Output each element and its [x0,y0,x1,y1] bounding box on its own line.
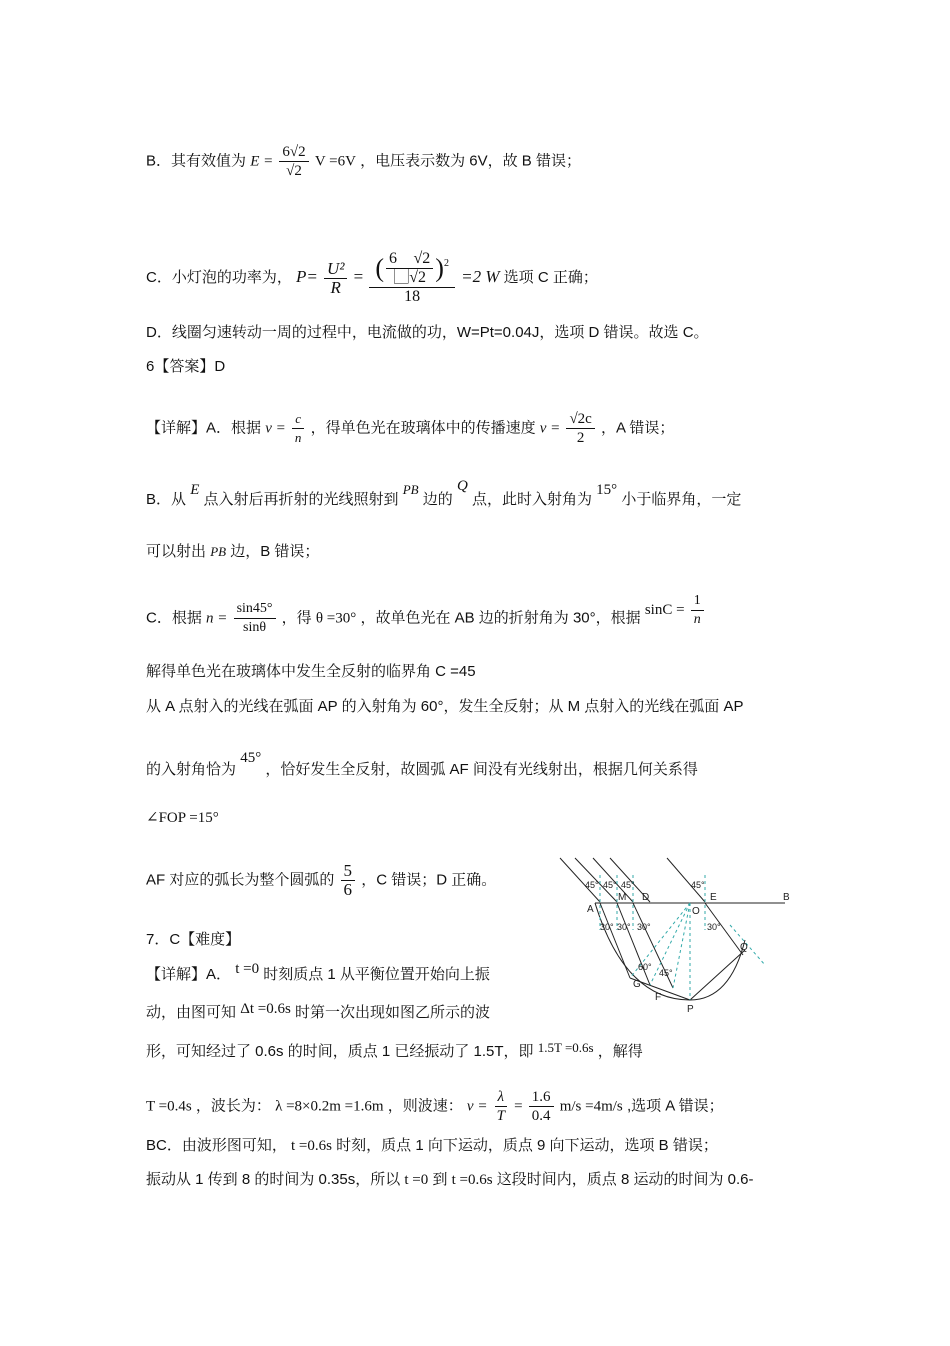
formula-result: =2 W [461,266,500,286]
q7-detail-a-line2 [146,1003,490,1023]
numerator: sin45° [234,600,276,619]
text: B．从 [146,491,187,508]
angle-label: 45° [691,880,705,890]
inner-den: ⃞√2 [393,269,427,286]
text: 时第一次出现如图乙所示的波 [294,1004,490,1021]
denominator: √2 [286,163,302,179]
angle-label: 30° [617,922,631,932]
label-m: M [618,892,627,903]
text: 点入射后再折射的光线照射到 [203,491,399,508]
text: ，恰好发生全反射，故圆弧 AF 间没有光线射出，根据几何关系得 [265,761,698,778]
formula-sinc: sinC = [644,602,685,619]
text: C．根据 [146,609,202,627]
label-q: Q [456,478,468,494]
denominator: 18 [404,288,421,305]
angle-label: 45° [659,968,673,978]
text: 【详解】A． [146,966,232,983]
fraction-5-6 [341,862,356,899]
q6-answer: 6【答案】D [146,358,226,375]
q5-option-b [146,143,581,180]
angle-label: 30° [707,922,721,932]
fraction-sqrt2c [566,410,594,447]
q6-detail-b-line2 [146,542,319,562]
denominator: 6 [343,880,353,899]
text: C．小灯泡的功率为， [146,268,292,286]
text: 时刻，质点 1 向下运动，质点 9 向下运动，选项 B 错误； [336,1137,718,1154]
formula-v: v = [265,420,286,437]
q7-detail-a [146,961,490,985]
numerator: 1.6 [529,1088,554,1107]
label-a: A [587,904,594,915]
label-e: E [710,892,717,903]
label-p: P [687,1004,694,1015]
formula-15t: 1.5T =0.6s [537,1040,594,1055]
formula-t: T =0.4s [146,1098,192,1115]
label-b: B [783,892,790,903]
formula-v2: v = [539,420,561,437]
denominator: R [330,277,341,297]
formula-v: v = [466,1098,488,1115]
text: ，A 错误； [601,419,675,437]
text: 可以射出 [146,543,207,560]
text: 边的 [422,491,453,508]
q5-option-d: D．线圈匀速转动一周的过程中，电流做的功，W=Pt=0.04J，选项 D 错误。故选 C。 [146,324,709,341]
numerator: λ [495,1088,508,1107]
q6-detail-d [146,862,496,899]
optics-diagram [555,850,805,1015]
label-o: O [692,906,700,917]
equals: = [514,1098,523,1115]
text: 点，此时入射角为 [471,491,592,508]
numerator: c [292,410,304,429]
numerator: 1 [691,592,704,611]
fraction-u2-r [324,260,347,297]
numerator: 6√2 [279,143,308,162]
label-d: D [642,892,650,903]
fraction-c-n [292,410,305,447]
text: ，电压表示数为 6V，故 B 错误； [360,152,581,170]
text: BC．由波形图可知， [146,1137,287,1154]
text: 【详解】A．根据 [146,419,262,437]
denominator: 2 [576,430,585,446]
denominator: n [294,430,302,445]
text: 这段时间内，质点 8 运动的时间为 0.6- [496,1171,754,1188]
text: 振动从 1 传到 8 的时间为 0.35s，所以 [146,1171,401,1188]
label-g: G [633,979,641,990]
inner-num: 6 ⃞√2 [386,250,433,269]
formula-result: V =6V [314,153,356,170]
q7-detail-a-line4 [146,1088,724,1125]
q6-detail-c-line5: ∠FOP =15° [146,810,219,826]
q7-heading: 7．C【难度】 [146,931,241,948]
formula-t0: t =0 [404,1172,429,1188]
text: ，得 [281,609,312,627]
fraction-sin [234,600,276,637]
q6-detail-c [146,593,706,637]
text: ，则波速： [387,1097,463,1115]
q6-detail-a [146,410,674,447]
label-q: Q [740,942,748,953]
angle-label: 60° [638,962,652,972]
formula-result: m/s =4m/s [559,1098,623,1115]
q6-detail-c-line3: 从 A 点射入的光线在弧面 AP 的入射角为 60°，发生全反射；从 M 点射入的光线在弧面 AP [146,698,744,715]
denominator: 0.4 [531,1108,551,1124]
formula-n: n = [206,610,228,627]
fraction-1-n [691,592,704,629]
formula-t0: t =0 [235,961,260,977]
fraction-big [369,250,455,306]
angle-label: 45° [585,880,599,890]
angle-label: 45° [603,880,617,890]
label-pb: PB [402,482,419,497]
fraction-16-04 [529,1088,554,1125]
angle-45: 45° [240,750,262,766]
label-pb: PB [210,544,227,559]
formula-lambda: λ =8×0.2m =1.6m [275,1098,384,1115]
denominator: n [693,612,701,627]
denominator: sinθ [243,620,267,635]
text: ，C 错误；D 正确。 [361,871,497,889]
q7-detail-bc [146,1136,718,1156]
formula-p: P= [296,266,318,286]
q5-option-c: C．小灯泡的功率为， P= $\frac{\text{U²}}{R}$ = ( $\frac{6 ⃞√2}{⃞√2}$ )$^2$ 18 =2 W 选项 C 正确； [146,250,598,305]
angle-label: 30° [637,922,651,932]
text: ，故单色光在 AB 边的折射角为 30°，根据 [360,609,641,627]
formula-dt: Δt =0.6s [240,1001,291,1017]
angle-15: 15° [596,482,618,498]
angle-label: 30° [600,922,614,932]
denominator: T [496,1108,505,1124]
formula-theta: θ =30° [315,610,357,627]
angle-label: 45° [621,880,635,890]
formula-t: t =0.6s [451,1172,493,1188]
q7-detail-last [146,1170,753,1190]
q6-detail-b [146,478,742,510]
formula-t: t =0.6s [291,1138,332,1154]
text: ,选项 A 错误； [626,1097,724,1115]
text: 的入射角恰为 [146,761,237,778]
text: AF 对应的弧长为整个圆弧的 [146,871,335,889]
numerator: √2c [566,410,594,429]
numerator: ( $\frac{6 ⃞√2}{⃞√2}$ )$^2$ [369,250,455,288]
text: ，波长为： [195,1097,271,1115]
text: 选项 C 正确； [503,268,598,286]
text: 边，B 错误； [230,543,320,560]
q6-detail-c-line4 [146,750,698,780]
text: 动，由图可知 [146,1004,237,1021]
formula-e: E = [250,153,274,170]
label-f: F [655,992,662,1003]
text: ，解得 [597,1043,643,1060]
text: 时刻质点 1 从平衡位置开始向上振 [263,966,490,983]
text: B．其有效值为 [146,152,247,170]
text: 形，可知经过了 0.6s 的时间，质点 1 已经振动了 1.5T，即 [146,1043,534,1060]
fraction [279,143,308,180]
numerator: U² [324,260,347,279]
q6-detail-c-line2: 解得单色光在玻璃体中发生全反射的临界角 C =45 [146,663,476,680]
text: ，得单色光在玻璃体中的传播速度 [310,419,536,437]
text: 小于临界角，一定 [621,491,742,508]
fraction-lambda-t [494,1088,508,1125]
numerator: 5 [341,862,356,881]
q7-detail-a-line3 [146,1042,643,1062]
label-e: E [190,482,200,498]
text: 到 [432,1171,448,1188]
